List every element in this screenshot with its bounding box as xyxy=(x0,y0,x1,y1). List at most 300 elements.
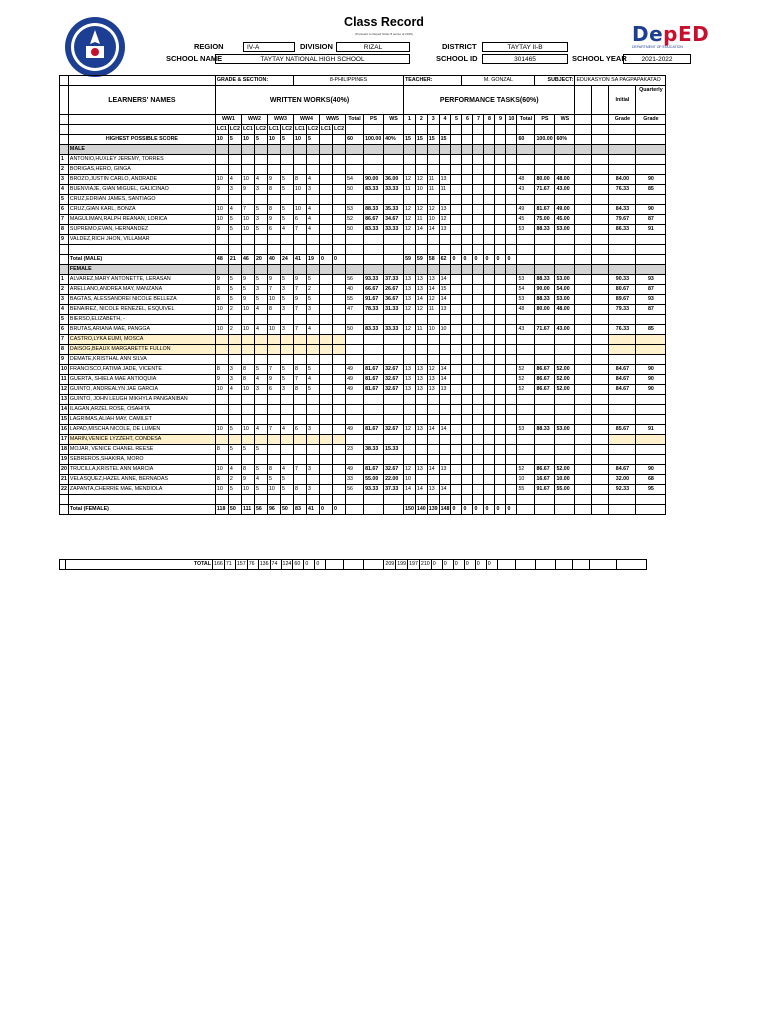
learner-name: SUPREMO,EVAN, HERNANDEZ xyxy=(68,225,215,235)
table-cell xyxy=(575,424,592,434)
score-cell xyxy=(241,454,254,464)
score-cell xyxy=(384,314,404,324)
score-cell xyxy=(451,195,462,205)
score-cell: 10 xyxy=(215,484,228,494)
table-cell: 4 xyxy=(60,185,69,195)
score-cell: 4 xyxy=(254,324,267,334)
score-cell xyxy=(307,155,320,165)
learner-name: MOJAR, VENICE CHANEL REESE xyxy=(68,444,215,454)
score-cell: 13 xyxy=(427,374,439,384)
score-cell: 0 xyxy=(506,504,517,514)
score-cell: 71 xyxy=(224,560,235,570)
score-cell: 12 xyxy=(404,225,416,235)
score-cell: 37.33 xyxy=(384,484,404,494)
score-cell xyxy=(364,404,384,414)
table-cell xyxy=(517,145,535,155)
initial-grade-cell xyxy=(609,155,636,165)
score-cell: 93.33 xyxy=(364,484,384,494)
table-cell xyxy=(68,115,215,125)
score-cell: 11 xyxy=(439,185,451,195)
table-cell xyxy=(346,145,364,155)
score-cell: 15 xyxy=(404,135,416,145)
score-cell xyxy=(294,404,307,414)
score-cell xyxy=(506,444,517,454)
score-cell xyxy=(484,225,495,235)
score-cell: 45.00 xyxy=(555,215,575,225)
score-cell: 36.00 xyxy=(384,175,404,185)
score-cell xyxy=(517,235,535,245)
score-cell xyxy=(484,235,495,245)
score-cell: 8 xyxy=(241,374,254,384)
table-cell xyxy=(333,245,346,255)
quarterly-grade-cell xyxy=(636,135,666,145)
score-cell xyxy=(346,404,364,414)
score-cell xyxy=(484,314,495,324)
table-cell xyxy=(575,454,592,464)
score-cell xyxy=(333,474,346,484)
score-cell xyxy=(364,414,384,424)
score-cell: 7 xyxy=(267,424,280,434)
score-cell xyxy=(484,135,495,145)
score-cell: 46 xyxy=(241,254,254,264)
score-cell: 0 xyxy=(506,254,517,264)
score-cell: 13 xyxy=(439,464,451,474)
score-cell: 60% xyxy=(555,135,575,145)
score-cell xyxy=(462,484,473,494)
learner-name: VELASQUEZ,HAZEL ANNE, BERNADAS xyxy=(68,474,215,484)
score-cell: 22.00 xyxy=(384,474,404,484)
score-cell xyxy=(333,484,346,494)
table-cell xyxy=(575,225,592,235)
score-cell xyxy=(439,444,451,454)
table-row xyxy=(60,494,666,504)
score-cell: 12 xyxy=(404,324,416,334)
score-cell xyxy=(555,504,575,514)
score-cell: 13 xyxy=(404,284,416,294)
score-cell xyxy=(506,175,517,185)
table-row xyxy=(60,274,666,284)
ww-header: WW5 xyxy=(320,115,346,125)
score-cell xyxy=(439,165,451,175)
score-cell xyxy=(473,235,484,245)
score-cell: 59 xyxy=(415,254,427,264)
lc-header: LC1 xyxy=(294,125,307,135)
score-cell xyxy=(451,444,462,454)
score-cell xyxy=(484,274,495,284)
score-cell xyxy=(506,474,517,484)
score-cell: 32.67 xyxy=(384,384,404,394)
table-cell xyxy=(575,474,592,484)
score-cell: 52.00 xyxy=(555,464,575,474)
table-cell xyxy=(592,245,609,255)
score-cell xyxy=(427,414,439,424)
score-cell: 10 xyxy=(241,215,254,225)
score-cell xyxy=(320,215,333,225)
table-cell: 18 xyxy=(60,444,69,454)
score-cell: 5 xyxy=(280,205,293,215)
learner-name: DEMATE,KRISTHAL ANN SILVA xyxy=(68,354,215,364)
score-cell xyxy=(228,434,241,444)
score-cell xyxy=(439,434,451,444)
table-cell xyxy=(592,494,609,504)
table-cell xyxy=(592,284,609,294)
score-cell xyxy=(320,424,333,434)
quarterly-grade-cell xyxy=(636,155,666,165)
score-cell: 13 xyxy=(404,384,416,394)
score-cell: 5 xyxy=(267,474,280,484)
score-cell xyxy=(364,235,384,245)
table-cell xyxy=(575,235,592,245)
score-cell: 38.33 xyxy=(364,444,384,454)
score-cell: 50 xyxy=(228,504,241,514)
score-cell xyxy=(506,414,517,424)
table-cell xyxy=(215,245,228,255)
table-row xyxy=(60,225,666,235)
pt-header: Total xyxy=(517,115,535,125)
table-cell xyxy=(404,264,416,274)
score-cell xyxy=(307,334,320,344)
score-cell: 13 xyxy=(439,304,451,314)
initial-grade-cell: 79.33 xyxy=(609,304,636,314)
score-cell: 10 xyxy=(267,135,280,145)
score-cell xyxy=(267,235,280,245)
score-cell: 13 xyxy=(439,205,451,215)
score-cell: 5 xyxy=(241,284,254,294)
score-cell: 199 xyxy=(396,560,408,570)
score-cell xyxy=(495,225,506,235)
initial-grade-cell: 84.67 xyxy=(609,384,636,394)
score-cell xyxy=(555,155,575,165)
score-cell xyxy=(415,394,427,404)
score-cell xyxy=(484,185,495,195)
score-cell xyxy=(517,314,535,324)
table-cell xyxy=(636,264,666,274)
score-cell xyxy=(495,195,506,205)
score-cell xyxy=(267,195,280,205)
quarterly-grade-cell xyxy=(636,195,666,205)
quarterly-grade-cell xyxy=(636,314,666,324)
table-row xyxy=(60,434,666,444)
table-cell xyxy=(294,494,307,504)
score-cell xyxy=(506,304,517,314)
table-cell xyxy=(535,494,555,504)
ww-header: WW2 xyxy=(241,115,267,125)
table-cell xyxy=(473,145,484,155)
score-cell xyxy=(384,394,404,404)
table-cell xyxy=(575,125,592,135)
table-cell: 7 xyxy=(60,215,69,225)
score-cell xyxy=(228,165,241,175)
learner-name: CRUZ,EDRIAN JAMES, SANTIAGO xyxy=(68,195,215,205)
table-row xyxy=(60,394,666,404)
score-cell xyxy=(473,284,484,294)
score-cell: 56 xyxy=(254,504,267,514)
score-cell: 54 xyxy=(517,284,535,294)
score-cell xyxy=(307,434,320,444)
score-cell xyxy=(484,344,495,354)
table-cell xyxy=(506,264,517,274)
score-cell xyxy=(517,404,535,414)
score-cell: 37.33 xyxy=(384,274,404,284)
table-cell xyxy=(60,245,69,255)
score-cell xyxy=(484,434,495,444)
score-cell xyxy=(333,284,346,294)
school-name-label: SCHOOL NAME xyxy=(166,54,223,63)
score-cell xyxy=(495,474,506,484)
score-cell: 0 xyxy=(442,560,453,570)
score-cell xyxy=(320,364,333,374)
score-cell xyxy=(280,235,293,245)
table-cell xyxy=(575,414,592,424)
score-cell: 5 xyxy=(280,175,293,185)
score-cell: 118 xyxy=(215,504,228,514)
score-cell xyxy=(241,195,254,205)
score-cell xyxy=(364,314,384,324)
score-cell xyxy=(473,334,484,344)
score-cell: 0 xyxy=(333,254,346,264)
initial-grade-cell xyxy=(609,165,636,175)
score-cell: 13 xyxy=(415,384,427,394)
female-section-label: FEMALE xyxy=(68,264,215,274)
score-cell: 5 xyxy=(254,205,267,215)
table-cell xyxy=(68,494,215,504)
score-cell xyxy=(427,314,439,324)
initial-grade-header: Grade xyxy=(609,115,636,125)
table-cell xyxy=(384,245,404,255)
division-value: RIZAL xyxy=(336,42,410,52)
table-cell xyxy=(609,125,636,135)
score-cell xyxy=(506,424,517,434)
score-cell: 3 xyxy=(307,185,320,195)
school-year-label: SCHOOL YEAR xyxy=(572,54,627,63)
score-cell xyxy=(451,165,462,175)
learner-name: GUERTA, SHIELA MAE ANTIOQUIA xyxy=(68,374,215,384)
table-cell xyxy=(364,145,384,155)
table-cell xyxy=(535,245,555,255)
table-cell xyxy=(535,145,555,155)
score-cell xyxy=(346,235,364,245)
score-cell xyxy=(254,434,267,444)
score-cell: 48.00 xyxy=(555,175,575,185)
score-cell: 0 xyxy=(320,504,333,514)
score-cell: 3 xyxy=(280,324,293,334)
score-cell xyxy=(404,195,416,205)
score-cell: 49 xyxy=(346,384,364,394)
score-cell: 62 xyxy=(439,254,451,264)
table-cell xyxy=(484,145,495,155)
score-cell xyxy=(495,175,506,185)
score-cell: 48.00 xyxy=(555,304,575,314)
table-cell xyxy=(484,245,495,255)
score-cell: 6 xyxy=(267,384,280,394)
learners-names-header: LEARNERS' NAMES xyxy=(68,86,215,115)
written-works-header: WRITTEN WORKS(40%) xyxy=(215,86,403,115)
score-cell xyxy=(535,434,555,444)
table-cell: 21 xyxy=(60,474,69,484)
score-cell xyxy=(451,434,462,444)
score-cell xyxy=(294,474,307,484)
score-cell xyxy=(462,284,473,294)
score-cell xyxy=(473,324,484,334)
score-cell xyxy=(333,334,346,344)
initial-grade-cell xyxy=(609,254,636,264)
score-cell xyxy=(333,434,346,444)
initial-header: Initial xyxy=(609,86,636,115)
quarterly-grade-cell: 91 xyxy=(636,424,666,434)
score-cell: 53.00 xyxy=(555,424,575,434)
score-cell xyxy=(451,135,462,145)
score-cell: 0 xyxy=(475,560,486,570)
score-cell xyxy=(415,474,427,484)
score-cell xyxy=(215,434,228,444)
score-cell xyxy=(333,444,346,454)
score-cell xyxy=(473,424,484,434)
score-cell: 3 xyxy=(280,304,293,314)
score-cell xyxy=(535,344,555,354)
initial-grade-cell xyxy=(609,404,636,414)
quarterly-grade-cell xyxy=(636,344,666,354)
table-cell xyxy=(267,145,280,155)
table-row xyxy=(60,145,666,155)
score-cell xyxy=(346,314,364,324)
score-cell xyxy=(497,560,515,570)
score-cell xyxy=(484,195,495,205)
table-cell xyxy=(592,444,609,454)
table-cell xyxy=(228,494,241,504)
score-cell xyxy=(427,155,439,165)
table-row xyxy=(60,245,666,255)
score-cell xyxy=(515,560,535,570)
score-cell xyxy=(307,414,320,424)
initial-grade-cell: 76.33 xyxy=(609,324,636,334)
score-cell xyxy=(506,334,517,344)
table-row xyxy=(60,374,666,384)
score-cell: 91.67 xyxy=(364,294,384,304)
score-cell xyxy=(320,304,333,314)
table-cell xyxy=(60,135,69,145)
score-cell xyxy=(484,384,495,394)
score-cell xyxy=(333,205,346,215)
quarterly-grade-cell xyxy=(636,334,666,344)
score-cell: 48 xyxy=(517,175,535,185)
lc-header: LC1 xyxy=(267,125,280,135)
score-cell xyxy=(415,354,427,364)
score-cell: 0 xyxy=(464,560,475,570)
score-cell: 10 xyxy=(241,324,254,334)
initial-grade-cell xyxy=(609,135,636,145)
score-cell xyxy=(451,185,462,195)
score-cell xyxy=(451,225,462,235)
learner-name: BUENVIAJE, GIAN MIGUEL, GALICINAO xyxy=(68,185,215,195)
score-cell xyxy=(346,165,364,175)
score-cell: 15 xyxy=(427,135,439,145)
score-cell xyxy=(320,434,333,444)
quarterly-grade-cell xyxy=(636,434,666,444)
score-cell xyxy=(517,414,535,424)
table-cell xyxy=(241,245,254,255)
score-cell xyxy=(307,444,320,454)
score-cell xyxy=(254,195,267,205)
table-cell xyxy=(364,494,384,504)
score-cell xyxy=(320,165,333,175)
score-cell xyxy=(517,334,535,344)
score-cell: 5 xyxy=(254,225,267,235)
table-cell xyxy=(462,145,473,155)
score-cell xyxy=(555,434,575,444)
score-cell xyxy=(517,354,535,364)
score-cell xyxy=(294,394,307,404)
score-cell: 10 xyxy=(241,175,254,185)
score-cell xyxy=(484,414,495,424)
score-cell xyxy=(555,334,575,344)
score-cell: 86.67 xyxy=(535,364,555,374)
score-cell: 13 xyxy=(427,274,439,284)
initial-grade-cell: 84.67 xyxy=(609,464,636,474)
score-cell: 34.67 xyxy=(384,215,404,225)
score-cell xyxy=(228,454,241,464)
score-cell: 150 xyxy=(404,504,416,514)
score-cell xyxy=(506,195,517,205)
table-row xyxy=(60,235,666,245)
score-cell: 55 xyxy=(346,294,364,304)
score-cell xyxy=(517,165,535,175)
score-cell: 0 xyxy=(486,560,497,570)
score-cell: 52 xyxy=(517,374,535,384)
score-cell xyxy=(333,364,346,374)
score-cell xyxy=(384,235,404,245)
score-cell xyxy=(506,454,517,464)
score-cell xyxy=(294,165,307,175)
table-cell xyxy=(484,494,495,504)
quarterly-grade-cell: 85 xyxy=(636,324,666,334)
score-cell xyxy=(506,284,517,294)
score-cell: 86.67 xyxy=(535,464,555,474)
score-cell: 4 xyxy=(228,175,241,185)
score-cell xyxy=(484,155,495,165)
score-cell xyxy=(307,354,320,364)
score-cell xyxy=(415,404,427,414)
score-cell xyxy=(280,394,293,404)
table-cell xyxy=(439,125,451,135)
table-cell xyxy=(439,245,451,255)
score-cell: 12 xyxy=(404,464,416,474)
score-cell: 7 xyxy=(294,284,307,294)
table-cell xyxy=(616,560,646,570)
score-cell: 5 xyxy=(307,384,320,394)
table-cell xyxy=(451,264,462,274)
score-cell: 5 xyxy=(254,444,267,454)
score-cell xyxy=(254,394,267,404)
table-cell xyxy=(592,135,609,145)
score-cell xyxy=(495,324,506,334)
score-cell xyxy=(320,444,333,454)
score-cell: 13 xyxy=(415,364,427,374)
table-cell xyxy=(592,464,609,474)
score-cell: 41 xyxy=(307,504,320,514)
score-cell xyxy=(320,155,333,165)
score-cell xyxy=(451,205,462,215)
score-cell: 10 xyxy=(241,484,254,494)
score-cell xyxy=(506,235,517,245)
table-cell xyxy=(592,504,609,514)
table-cell xyxy=(592,344,609,354)
learner-name: ARELLANO,ANDREA MAY, MANZANA xyxy=(68,284,215,294)
score-cell xyxy=(280,354,293,364)
table-cell xyxy=(228,145,241,155)
score-cell xyxy=(333,424,346,434)
score-cell: 53 xyxy=(346,205,364,215)
pt-header: 3 xyxy=(427,115,439,125)
